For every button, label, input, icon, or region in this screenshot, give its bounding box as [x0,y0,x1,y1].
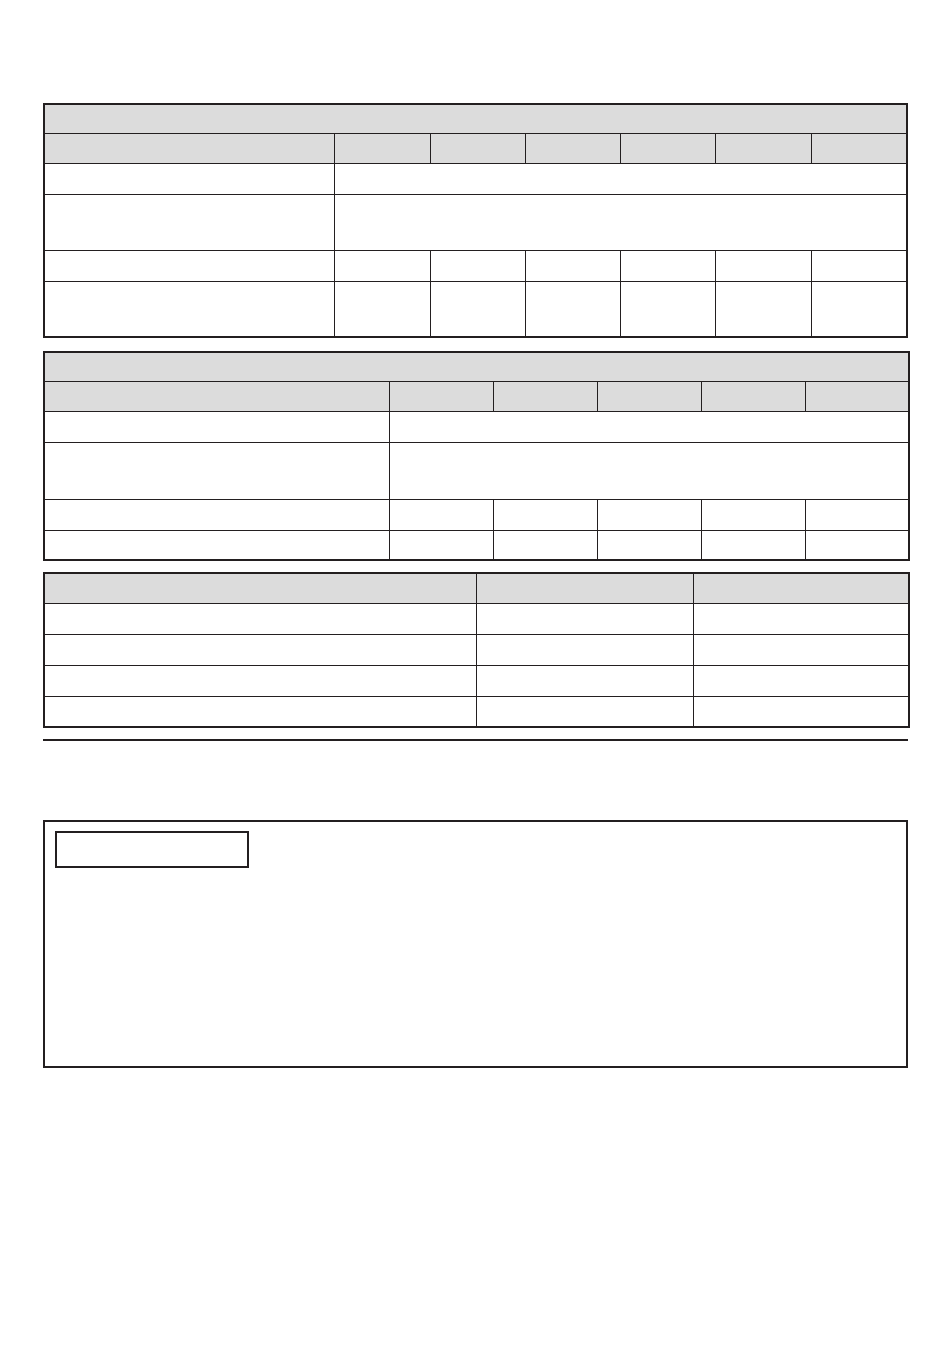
header-cell [493,381,597,411]
row-label [44,530,389,560]
table-cell [693,634,909,665]
header-cell [597,381,701,411]
table-cell [805,530,909,560]
table-cell [525,250,620,281]
row-label [44,250,334,281]
table-row [44,530,909,560]
summary-table [43,572,910,728]
table-row [44,163,907,194]
table-row [44,499,909,530]
table-row [44,281,907,337]
table-cell [476,696,693,727]
row-label [44,163,334,194]
header-cell [430,133,525,163]
table-cell [701,499,805,530]
header-cell [811,133,907,163]
table-header-row [44,573,909,603]
table-row [44,603,909,634]
table-title [44,352,909,381]
row-label [44,442,389,499]
table-cell [334,250,430,281]
table-cell [805,499,909,530]
table-cell [715,281,811,337]
table-title-row [44,352,909,381]
header-cell [389,381,493,411]
table-cell [693,696,909,727]
note-label [55,831,249,868]
header-cell [620,133,715,163]
table-cell [476,603,693,634]
table-cell [334,281,430,337]
row-value [334,163,907,194]
table-row [44,411,909,442]
table-cell [693,665,909,696]
table-row [44,250,907,281]
table-cell [811,250,907,281]
table-cell [44,603,476,634]
table-cell [389,530,493,560]
table-cell [597,499,701,530]
table-cell [44,696,476,727]
row-value [334,194,907,250]
header-cell [44,573,476,603]
section-divider [43,739,908,741]
table-cell [701,530,805,560]
table-cell [525,281,620,337]
table-row [44,634,909,665]
table-row [44,665,909,696]
header-cell [715,133,811,163]
table-row [44,696,909,727]
header-cell [44,381,389,411]
row-label [44,194,334,250]
row-label [44,281,334,337]
table-title [44,104,907,133]
table-cell [476,665,693,696]
row-value [389,442,909,499]
table-header-row [44,133,907,163]
header-cell [525,133,620,163]
header-cell [476,573,693,603]
spec-table-2 [43,351,910,561]
header-cell [701,381,805,411]
table-cell [597,530,701,560]
table-cell [430,250,525,281]
header-cell [805,381,909,411]
table-cell [44,634,476,665]
table-row [44,442,909,499]
table-cell [620,250,715,281]
note-box [43,820,908,1068]
table-cell [476,634,693,665]
table-cell [693,603,909,634]
table-cell [493,530,597,560]
table-cell [44,665,476,696]
table-cell [620,281,715,337]
row-label [44,499,389,530]
table-row [44,194,907,250]
row-label [44,411,389,442]
header-cell [334,133,430,163]
table-cell [430,281,525,337]
header-cell [693,573,909,603]
note-text [57,882,894,1054]
table-cell [389,499,493,530]
spec-table-1 [43,103,908,338]
table-cell [811,281,907,337]
table-cell [493,499,597,530]
table-header-row [44,381,909,411]
table-cell [715,250,811,281]
row-value [389,411,909,442]
header-cell [44,133,334,163]
table-title-row [44,104,907,133]
